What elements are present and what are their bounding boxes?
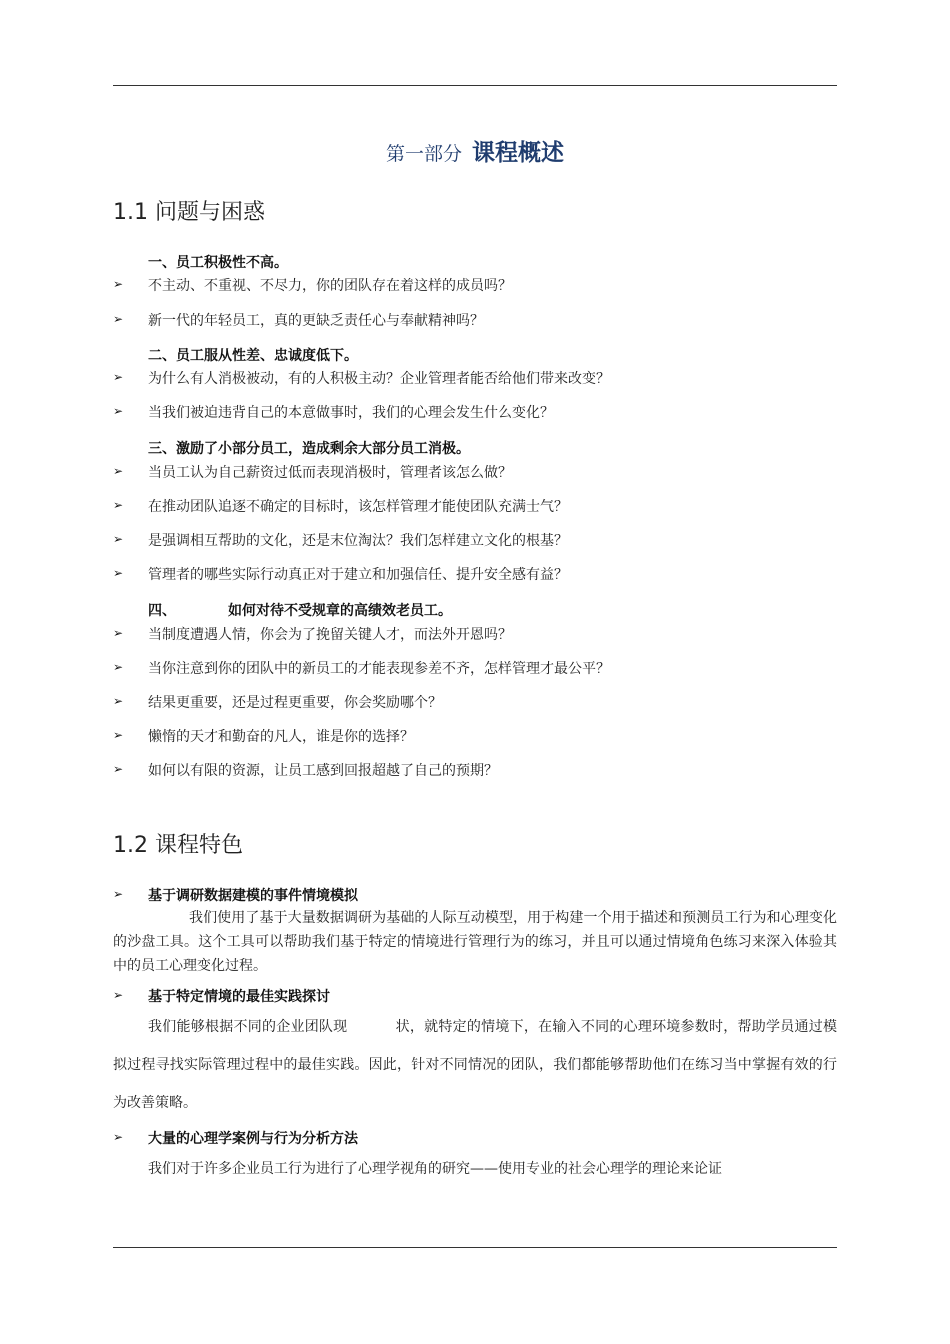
bullet-arrow-icon: ➢ bbox=[113, 498, 124, 512]
list-item: 新一代的年轻员工，真的更缺乏责任心与奉献精神吗？ bbox=[148, 313, 484, 329]
header-rule bbox=[113, 85, 837, 86]
list-item: 结果更重要，还是过程更重要，你会奖励哪个？ bbox=[148, 695, 442, 711]
feature-title: 基于调研数据建模的事件情境模拟 bbox=[148, 888, 358, 904]
list-item: 当我们被迫违背自己的本意做事时，我们的心理会发生什么变化？ bbox=[148, 405, 554, 421]
list-item: 不主动、不重视、不尽力，你的团队存在着这样的成员吗？ bbox=[148, 278, 512, 294]
bullet-arrow-icon: ➢ bbox=[113, 660, 124, 674]
list-item: 在推动团队追逐不确定的目标时，该怎样管理才能使团队充满士气？ bbox=[148, 499, 568, 515]
list-item: 管理者的哪些实际行动真正对于建立和加强信任、提升安全感有益？ bbox=[148, 567, 568, 583]
footer-rule bbox=[113, 1247, 837, 1248]
feature-title: 大量的心理学案例与行为分析方法 bbox=[148, 1131, 358, 1147]
bullet-arrow-icon: ➢ bbox=[113, 728, 124, 742]
section-heading-1-2: 1.2 课程特色 bbox=[113, 833, 243, 858]
bullet-arrow-icon: ➢ bbox=[113, 532, 124, 546]
feature-title: 基于特定情境的最佳实践探讨 bbox=[148, 989, 330, 1005]
bullet-arrow-icon: ➢ bbox=[113, 277, 124, 291]
bullet-arrow-icon: ➢ bbox=[113, 762, 124, 776]
bullet-arrow-icon: ➢ bbox=[113, 312, 124, 326]
feature-paragraph: 我们能够根据不同的企业团队现 状，就特定的情境下，在输入不同的心理环境参数时，帮助学员通过模拟过程寻找实际管理过程中的最佳实践。因此，针对不同情况的团队，我们都能够帮助他们在练习当中掌握有效的行为改善策略。 bbox=[113, 1019, 837, 1111]
section-heading-1-1: 1.1 问题与困惑 bbox=[113, 200, 265, 225]
bullet-arrow-icon: ➢ bbox=[113, 1130, 124, 1144]
bullet-arrow-icon: ➢ bbox=[113, 988, 124, 1002]
bullet-arrow-icon: ➢ bbox=[113, 404, 124, 418]
bullet-arrow-icon: ➢ bbox=[113, 566, 124, 580]
group-label: 二、员工服从性差、忠诚度低下。 bbox=[148, 348, 358, 364]
feature-paragraph: 我们使用了基于大量数据调研为基础的人际互动模型，用于构建一个用于描述和预测员工行为和心理变化的沙盘工具。这个工具可以帮助我们基于特定的情境进行管理行为的练习，并且可以通过情境角色练习来深入体验其中的员工心理变化过程。 bbox=[113, 910, 837, 974]
bullet-arrow-icon: ➢ bbox=[113, 887, 124, 901]
feature-paragraph: 我们对于许多企业员工行为进行了心理学视角的研究——使用专业的社会心理学的理论来论证 bbox=[148, 1161, 722, 1177]
group-label: 四、 如何对待不受规章的高绩效老员工。 bbox=[148, 603, 452, 619]
list-item: 是强调相互帮助的文化，还是末位淘汰？我们怎样建立文化的根基？ bbox=[148, 533, 568, 549]
bullet-arrow-icon: ➢ bbox=[113, 370, 124, 384]
list-item: 如何以有限的资源，让员工感到回报超越了自己的预期？ bbox=[148, 763, 498, 779]
list-item: 当员工认为自己薪资过低而表现消极时，管理者该怎么做？ bbox=[148, 465, 512, 481]
list-item: 当你注意到你的团队中的新员工的才能表现参差不齐，怎样管理才最公平？ bbox=[148, 661, 610, 677]
list-item: 当制度遭遇人情，你会为了挽留关键人才，而法外开恩吗？ bbox=[148, 627, 512, 643]
group-label: 三、激励了小部分员工，造成剩余大部分员工消极。 bbox=[148, 441, 470, 457]
bullet-arrow-icon: ➢ bbox=[113, 464, 124, 478]
list-item: 为什么有人消极被动，有的人积极主动？企业管理者能否给他们带来改变？ bbox=[148, 371, 610, 387]
group-label: 一、员工积极性不高。 bbox=[148, 255, 288, 271]
list-item: 懒惰的天才和勤奋的凡人，谁是你的选择？ bbox=[148, 729, 414, 745]
bullet-arrow-icon: ➢ bbox=[113, 694, 124, 708]
page-title: 第一部分 课程概述 bbox=[385, 140, 564, 166]
bullet-arrow-icon: ➢ bbox=[113, 626, 124, 640]
